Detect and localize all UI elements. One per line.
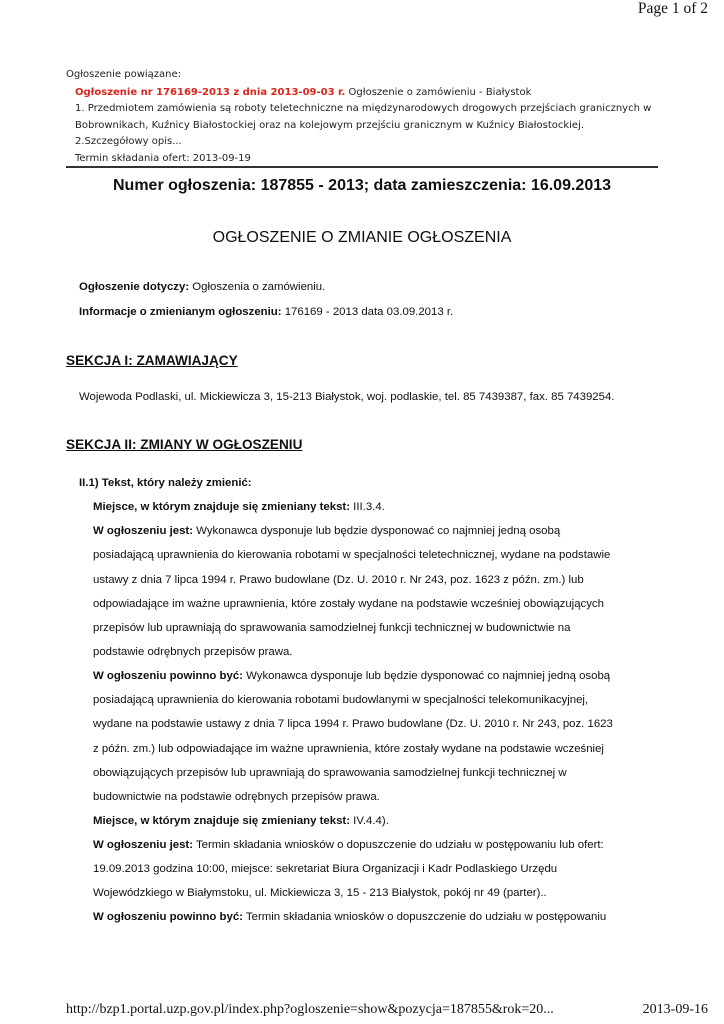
change-should-line: posiadającą uprawnienia do kierowania robotami budowlanymi w specjalności telekomunikacyjnej, xyxy=(93,694,589,706)
place-label: Miejsce, w którym znajduje się zmieniany tekst: xyxy=(93,501,351,513)
change-should-line xyxy=(93,670,610,682)
change-should-line: obowiązujących przepisów lub uprawniają do sprawowania samodzielnej funkcji technicznej w xyxy=(93,767,567,779)
change-is-line: posiadającą uprawnienia do kierowania robotami w specjalności teletechnicznej, wydane na podstawie xyxy=(93,549,611,561)
info-row xyxy=(79,306,453,318)
related-desc-line: Bobrownikach, Kuźnicy Białostockiej oraz na kolejowym przejściu granicznym w Kuźnicy Białostockiej. xyxy=(75,119,585,131)
should-label: W ogłoszeniu powinno być: xyxy=(93,670,243,682)
place-value: III.3.4. xyxy=(350,501,385,513)
should-label: W ogłoszeniu powinno być: xyxy=(93,911,243,923)
section1-text: Wojewoda Podlaski, ul. Mickiewicza 3, 15-213 Białystok, woj. podlaskie, tel. 85 7439387, fax. 85 7439254. xyxy=(79,391,615,403)
section2-heading: SEKCJA II: ZMIANY W OGŁOSZENIU xyxy=(66,437,303,452)
place-value: IV.4.4). xyxy=(350,815,389,827)
change-is-line: Wojewódzkiego w Białymstoku, ul. Mickiewicza 3, 15 - 213 Białystok, pokój nr 49 (parter).. xyxy=(93,887,547,899)
related-deadline: Termin składania ofert: 2013-09-19 xyxy=(75,152,251,164)
section2-subheading: II.1) Tekst, który należy zmienić: xyxy=(79,477,252,489)
change-is-line: przepisów lub uprawniają do sprawowania samodzielnej funkcji technicznej w budownictwie na xyxy=(93,622,571,634)
change-is-line: ustawy z dnia 7 lipca 1994 r. Prawo budowlane (Dz. U. 2010 r. Nr 243, poz. 1623 z późn. zm.) lub xyxy=(93,574,584,586)
is-label: W ogłoszeniu jest: xyxy=(93,525,193,537)
info-label: Informacje o zmienianym ogłoszeniu: xyxy=(79,306,282,318)
place-label: Miejsce, w którym znajduje się zmieniany tekst: xyxy=(93,815,351,827)
change-should-line: budownictwie na podstawie odrębnych przepisów prawa. xyxy=(93,791,380,803)
page-subtitle: OGŁOSZENIE O ZMIANIE OGŁOSZENIA xyxy=(212,229,512,246)
change-text: Termin składania wniosków o dopuszczenie do udziału w postępowaniu lub ofert: xyxy=(193,839,604,851)
place-row xyxy=(93,501,385,513)
section1-heading: SEKCJA I: ZAMAWIAJĄCY xyxy=(66,353,238,368)
change-text: Wykonawca dysponuje lub będzie dysponować co najmniej jedną osobą xyxy=(193,525,561,537)
concerns-label: Ogłoszenie dotyczy: xyxy=(79,281,190,293)
related-link-line xyxy=(66,85,666,102)
footer-url[interactable]: http://bzp1.portal.uzp.gov.pl/index.php?ogloszenie=show&pozycja=187855&rok=20... xyxy=(66,1002,554,1017)
concerns-value: Ogłoszenia o zamówieniu. xyxy=(189,281,326,293)
footer-date: 2013-09-16 xyxy=(642,1002,708,1017)
info-value: 176169 - 2013 data 03.09.2013 r. xyxy=(281,306,454,318)
change-text: Termin składania wniosków o dopuszczenie do udziału w postępowaniu xyxy=(242,911,607,923)
concerns-row xyxy=(79,281,325,293)
related-notice-link[interactable]: Ogłoszenie nr 176169-2013 z dnia 2013-09-03 r. xyxy=(75,86,346,98)
related-link-suffix: Ogłoszenie o zamówieniu - Białystok xyxy=(345,86,532,98)
change-is-line xyxy=(93,839,604,851)
related-label: Ogłoszenie powiązane: xyxy=(66,69,182,80)
change-is-line: podstawie odrębnych przepisów prawa. xyxy=(93,646,293,658)
divider xyxy=(66,166,658,168)
change-should-line xyxy=(93,911,606,923)
related-desc-line: 2.Szczegółowy opis... xyxy=(75,136,182,147)
change-is-line: 19.09.2013 godzina 10:00, miejsce: sekretariat Biura Organizacji i Kadr Podlaskiego Urzędu xyxy=(93,863,558,875)
change-is-line: odpowiadające im ważne uprawnienia, które zostały wydane na podstawie wcześniej obowiązujących xyxy=(93,598,604,610)
page-title: Numer ogłoszenia: 187855 - 2013; data zamieszczenia: 16.09.2013 xyxy=(112,177,612,194)
change-should-line: wydane na podstawie ustawy z dnia 7 lipca 1994 r. Prawo budowlane (Dz. U. 2010 r. Nr 243, poz. 1623 xyxy=(93,718,613,730)
change-text: Wykonawca dysponuje lub będzie dysponować co najmniej jedną osobą xyxy=(242,670,611,682)
change-should-line: z późn. zm.) lub odpowiadające im ważne uprawnienia, które zostały wydane na podstawie wcześniej xyxy=(93,743,604,755)
related-desc-line: 1. Przedmiotem zamówienia są roboty teletechniczne na międzynarodowych drogowych przejściach granicznych w xyxy=(75,103,652,114)
change-is-line xyxy=(93,525,560,537)
place-row xyxy=(93,815,389,827)
related-notice xyxy=(66,67,666,167)
is-label: W ogłoszeniu jest: xyxy=(93,839,193,851)
page-number: Page 1 of 2 xyxy=(637,0,708,17)
